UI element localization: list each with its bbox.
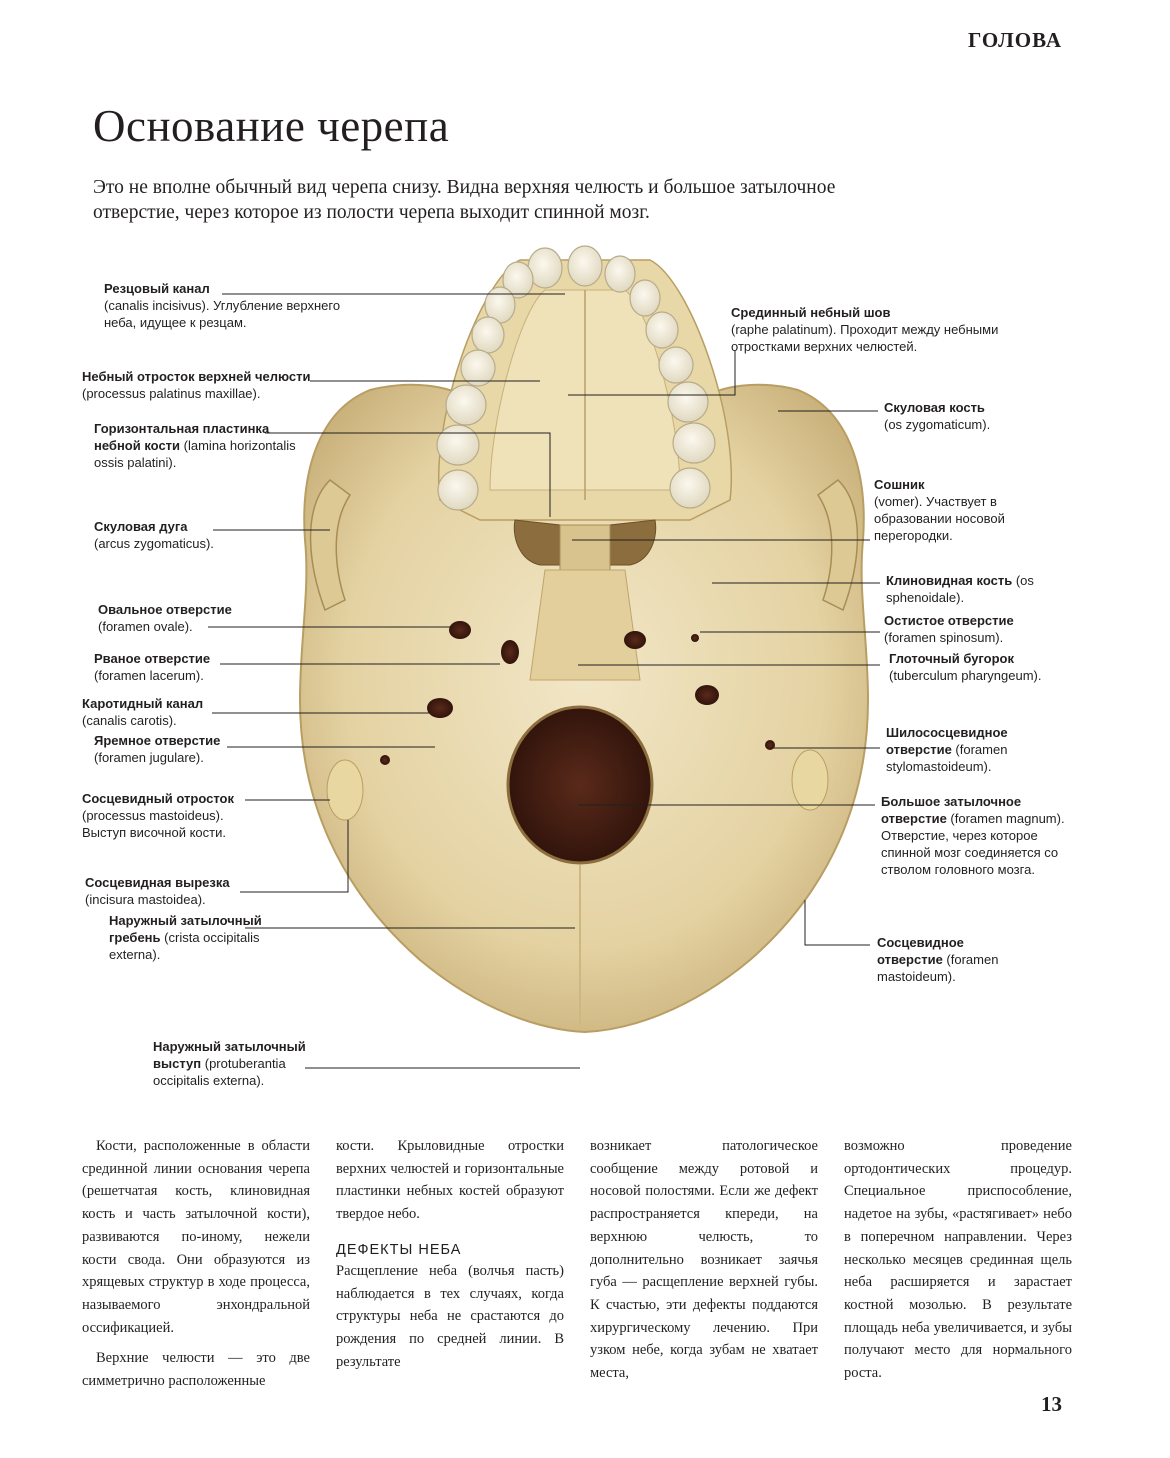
label-text: (vomer). Участвует в образовании носовой перегородки. bbox=[874, 494, 1005, 543]
label-foramen-magnum bbox=[881, 793, 1066, 878]
label-text: (foramen ovale). bbox=[98, 619, 193, 634]
label-term: Горизонтальная пластинка небной кости bbox=[94, 421, 270, 453]
label-term: Резцовый канал bbox=[104, 281, 210, 296]
label-text: (foramen spinosum). bbox=[884, 630, 1004, 645]
label-term: Глоточный бугорок bbox=[889, 651, 1015, 666]
section-heading: ДЕФЕКТЫ НЕБА bbox=[336, 1241, 462, 1258]
label-palatine-process bbox=[82, 368, 314, 402]
skull-figure bbox=[0, 240, 1170, 1120]
label-text: (canalis incisivus). Углубление верхнего неба, идущее к резцам. bbox=[104, 298, 341, 330]
body-text bbox=[82, 1135, 1072, 1390]
label-term: Срединный небный шов bbox=[731, 305, 891, 320]
text-column-4 bbox=[844, 1135, 1072, 1385]
label-term: Скуловая дуга bbox=[94, 519, 188, 534]
label-term: Скуловая кость bbox=[884, 400, 985, 415]
label-carotid-canal bbox=[82, 695, 217, 729]
label-text: (foramen mastoideum). bbox=[877, 952, 999, 984]
label-foramen-spinosum bbox=[884, 612, 1034, 646]
label-stylomastoid bbox=[886, 724, 1068, 775]
label-term: Наружный затылочный выступ bbox=[153, 1039, 306, 1071]
label-term: Остистое отверстие bbox=[884, 613, 1014, 628]
label-text: (os zygomaticum). bbox=[884, 417, 991, 432]
foramen-magnum bbox=[508, 707, 652, 863]
label-mastoid-notch bbox=[85, 874, 243, 908]
label-text: (processus palatinus maxillae). bbox=[82, 386, 261, 401]
label-incisive-canal bbox=[104, 280, 344, 331]
label-horizontal-plate bbox=[94, 420, 319, 471]
label-occipital-crest bbox=[109, 912, 284, 963]
label-text: (arcus zygomaticus). bbox=[94, 536, 214, 551]
label-term: Рваное отверстие bbox=[94, 651, 211, 666]
text-column-3 bbox=[590, 1135, 818, 1385]
label-term: Небный отросток верхней челюсти bbox=[82, 369, 311, 384]
label-median-suture bbox=[731, 304, 1006, 355]
label-text: (foramen magnum). Отверстие, через которое спинной мозг соединяется со стволом головного мозга. bbox=[881, 811, 1065, 877]
label-occipital-protuberance bbox=[153, 1038, 323, 1089]
text-column-2 bbox=[336, 1135, 564, 1373]
basilar-part bbox=[530, 570, 640, 680]
label-text: (raphe palatinum). Проходит между небными отростками верхних челюстей. bbox=[731, 322, 999, 354]
label-text: (foramen jugulare). bbox=[94, 750, 204, 765]
label-text: (protuberantia occipitalis externa). bbox=[153, 1056, 286, 1088]
section-header: ГОЛОВА bbox=[968, 28, 1062, 52]
label-text: (incisura mastoidea). bbox=[85, 892, 206, 907]
label-zygomatic-arch bbox=[94, 518, 224, 552]
label-mastoid-process bbox=[82, 790, 247, 841]
label-vomer bbox=[874, 476, 1034, 544]
paragraph: возможно проведение ортодонтических процедур. Специальное приспособление, надетое на зубы, «растягивает» небо в поперечном направлении. Через несколько месяцев срединная щель неба расширяется и зарастает костной мозолью. В результате площадь неба увеличивается, и зубы получают место для нормального роста. bbox=[844, 1138, 1072, 1382]
label-zygomatic-bone bbox=[884, 399, 994, 433]
label-term: Наружный затылочный гребень bbox=[109, 913, 262, 945]
label-text: (tuberculum pharyngeum). bbox=[889, 668, 1042, 683]
label-text: (processus mastoideus). Выступ височной кости. bbox=[82, 808, 226, 840]
label-term: Яремное отверстие bbox=[94, 733, 221, 748]
label-term: Клиновидная кость bbox=[886, 573, 1013, 588]
label-text: (foramen stylomastoideum). bbox=[886, 742, 1008, 774]
label-text: (lamina horizontalis ossis palatini). bbox=[94, 438, 296, 470]
label-text: (os sphenoidale). bbox=[886, 573, 1034, 605]
page-number: 13 bbox=[1041, 1392, 1062, 1416]
label-term: Каротидный канал bbox=[82, 696, 204, 711]
label-sphenoid-bone bbox=[886, 572, 1056, 606]
text-column-1 bbox=[82, 1135, 310, 1393]
label-text: (canalis carotis). bbox=[82, 713, 177, 728]
page-title: Основание черепа bbox=[93, 101, 450, 151]
label-mastoid-foramen bbox=[877, 934, 1027, 985]
label-text: (foramen lacerum). bbox=[94, 668, 204, 683]
label-pharyngeal-tubercle bbox=[889, 650, 1074, 684]
right-mastoid bbox=[792, 750, 828, 810]
label-term: Овальное отверстие bbox=[98, 602, 232, 617]
label-term: Сосцевидное отверстие bbox=[877, 935, 964, 967]
label-term: Шилососцевидное отверстие bbox=[886, 725, 1008, 757]
label-term: Большое затылочное отверстие bbox=[881, 794, 1022, 826]
paragraph: Расщепление неба (волчья пасть) наблюдается в тех случаях, когда структуры неба не срастаются до рождения по средней линии. В результате bbox=[336, 1262, 564, 1370]
paragraph: возникает патологическое сообщение между ротовой и носовой полостями. Если же дефект распространяется кпереди, на верхнюю челюсть, то дополнительно возникает заячья губа — расщепление верхней губы. К счастью, эти дефекты поддаются хирургическому лечению. При узком небе, когда зубам не хватает места, bbox=[590, 1138, 818, 1382]
label-jugular-foramen bbox=[94, 732, 234, 766]
label-foramen-lacerum bbox=[94, 650, 224, 684]
paragraph: Кости, расположенные в области срединной линии основания черепа (решетчатая кость, клиновидная кость и часть затылочной кости), развиваются по-иному, нежели кости свода. Они образуются из хрящевых структур в ходе процесса, называемого энхондральной оссификацией. bbox=[82, 1138, 310, 1336]
label-text: (crista occipitalis externa). bbox=[109, 930, 260, 962]
label-term: Сосцевидная вырезка bbox=[85, 875, 230, 890]
label-term: Сошник bbox=[874, 477, 925, 492]
paragraph: кости. Крыловидные отростки верхних челюстей и горизонтальные пластинки небных костей образуют твердое небо. bbox=[336, 1138, 564, 1223]
left-mastoid bbox=[327, 760, 363, 820]
label-foramen-ovale bbox=[98, 601, 248, 635]
intro-text: Это не вполне обычный вид черепа снизу. Видна верхняя челюсть и большое затылочное отверстие, через которое из полости черепа выходит спинной мозг. bbox=[93, 177, 836, 223]
label-term: Сосцевидный отросток bbox=[82, 791, 234, 806]
paragraph: Верхние челюсти — это две симметрично расположенные bbox=[82, 1350, 310, 1390]
